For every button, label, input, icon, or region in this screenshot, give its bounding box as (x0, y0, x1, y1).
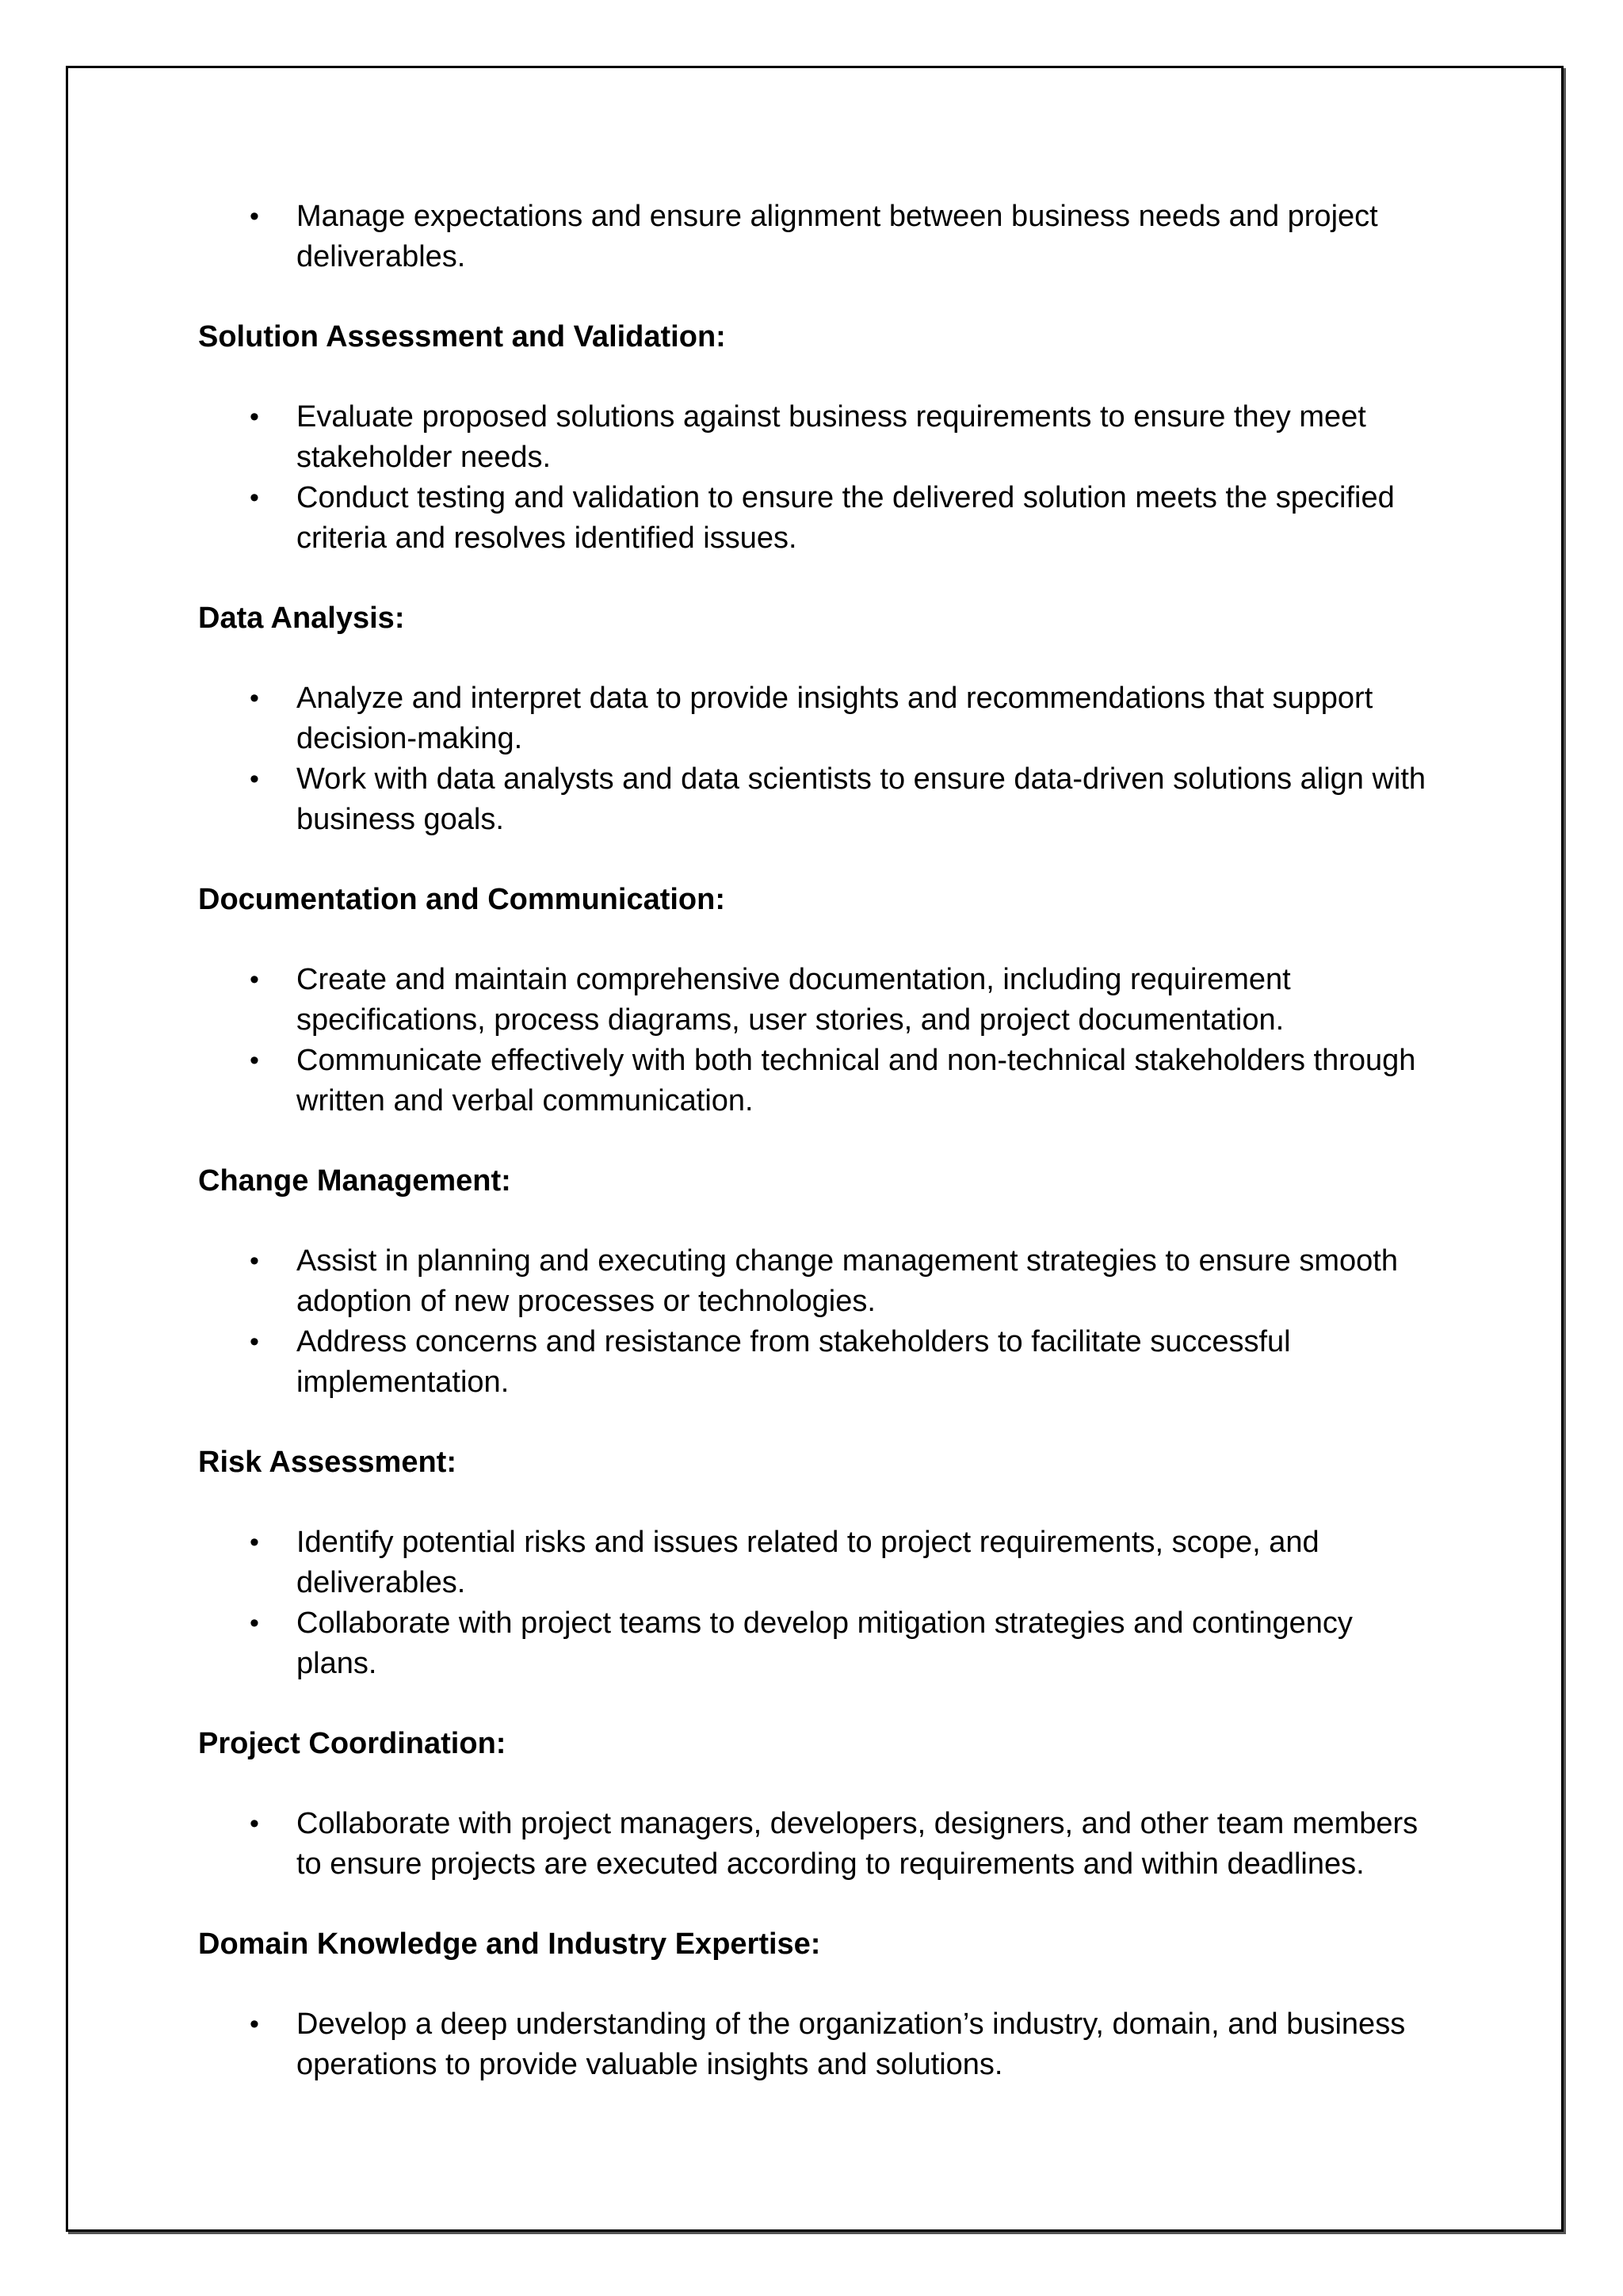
list-item (198, 1603, 1434, 1684)
bullet-list (198, 1522, 1434, 1684)
list-item (198, 478, 1434, 559)
bullet-icon: • (250, 1527, 259, 1557)
list-item (198, 1322, 1434, 1403)
section-heading: Change Management: (198, 1164, 511, 1198)
bullet-list (198, 397, 1434, 559)
list-item (198, 1804, 1434, 1885)
list-item (198, 960, 1434, 1041)
section-heading: Project Coordination: (198, 1727, 506, 1760)
list-item-text: Work with data analysts and data scientists to ensure data-driven solutions align with business goals. (296, 762, 1426, 836)
list-item (198, 1522, 1434, 1603)
list-item (198, 2004, 1434, 2085)
list-item-text: Collaborate with project managers, developers, designers, and other team members to ensure projects are executed according to requirements and within deadlines. (296, 1807, 1419, 1881)
bullet-icon: • (250, 2009, 259, 2039)
bullet-icon: • (250, 402, 259, 432)
list-item-text: Create and maintain comprehensive documentation, including requirement specifications, process diagrams, user stories, and project documentation. (296, 963, 1291, 1037)
section-heading: Risk Assessment: (198, 1446, 456, 1479)
bullet-icon: • (250, 1246, 259, 1276)
list-item-text: Collaborate with project teams to develop mitigation strategies and contingency plans. (296, 1606, 1353, 1680)
list-item (198, 1041, 1434, 1121)
list-item-text: Conduct testing and validation to ensure the delivered solution meets the specified criteria and resolves identified issues. (296, 481, 1395, 555)
bullet-list (198, 960, 1434, 1121)
bullet-icon: • (250, 683, 259, 713)
bullet-icon: • (250, 764, 259, 794)
list-item-text: Develop a deep understanding of the organization’s industry, domain, and business operations to provide valuable insights and solutions. (296, 2008, 1406, 2081)
bullet-list (198, 1241, 1434, 1403)
list-item-text: Address concerns and resistance from stakeholders to facilitate successful implementation. (296, 1325, 1291, 1399)
document-body (198, 197, 1434, 2085)
list-item-text: Manage expectations and ensure alignment between business needs and project deliverables. (296, 200, 1378, 273)
list-item-text: Assist in planning and executing change management strategies to ensure smooth adoption of new processes or technologies. (296, 1244, 1398, 1318)
section-heading: Solution Assessment and Validation: (198, 320, 726, 353)
bullet-icon: • (250, 1809, 259, 1839)
list-item (198, 197, 1434, 277)
bullet-icon: • (250, 1045, 259, 1075)
list-item (198, 397, 1434, 478)
section-heading: Data Analysis: (198, 602, 405, 635)
section-heading: Domain Knowledge and Industry Expertise: (198, 1927, 821, 1961)
bullet-icon: • (250, 1327, 259, 1357)
list-item (198, 759, 1434, 840)
list-item-text: Communicate effectively with both technical and non-technical stakeholders through written and verbal communication. (296, 1044, 1416, 1117)
bullet-list (198, 2004, 1434, 2085)
bullet-list (198, 678, 1434, 840)
intro-bullet-list (198, 197, 1434, 277)
bullet-icon: • (250, 483, 259, 513)
bullet-list (198, 1804, 1434, 1885)
list-item-text: Identify potential risks and issues related to project requirements, scope, and deliverables. (296, 1526, 1319, 1599)
list-item (198, 678, 1434, 759)
list-item-text: Analyze and interpret data to provide insights and recommendations that support decision-making. (296, 682, 1373, 755)
bullet-icon: • (250, 965, 259, 995)
list-item-text: Evaluate proposed solutions against business requirements to ensure they meet stakeholder needs. (296, 400, 1366, 474)
section-heading: Documentation and Communication: (198, 883, 725, 916)
bullet-icon: • (250, 1608, 259, 1638)
bullet-icon: • (250, 201, 259, 231)
list-item (198, 1241, 1434, 1322)
